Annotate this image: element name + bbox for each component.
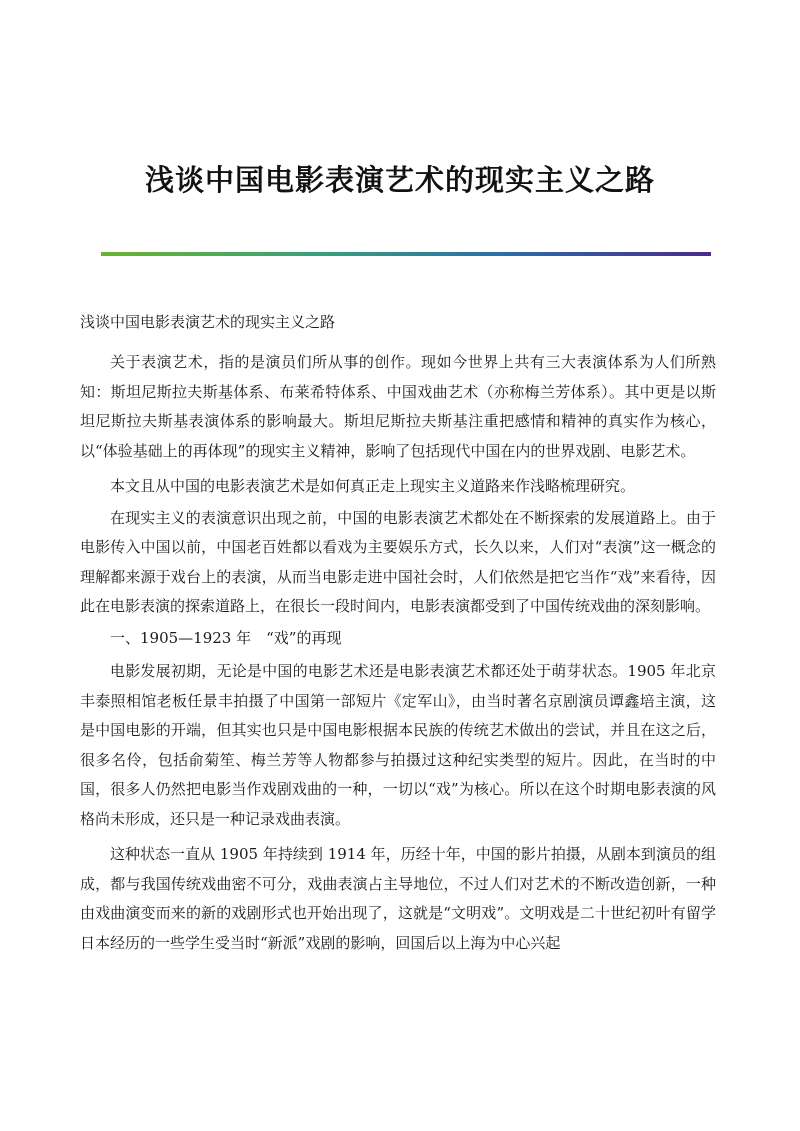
body-paragraph: 在现实主义的表演意识出现之前，中国的电影表演艺术都处在不断探索的发展道路上。由于电影传入中国以前，中国老百姓都以看戏为主要娱乐方式，长久以来，人们对“表演”这一概念的理解都来源于戏台上的表演，从而当电影走进中国社会时，人们依然是把它当作“戏”来看待，因此在电影表演的探索道路上，在很长一段时间内，电影表演都受到了中国传统戏曲的深刻影响。	[80, 508, 716, 615]
section-heading: 一、1905—1923 年 “戏”的再现	[110, 628, 342, 647]
body-paragraph: 本文且从中国的电影表演艺术是如何真正走上现实主义道路来作浅略梳理研究。	[110, 477, 636, 495]
document-title: 浅谈中国电影表演艺术的现实主义之路	[144, 163, 655, 197]
document-body	[80, 312, 716, 958]
body-paragraph: 关于表演艺术，指的是演员们所从事的创作。现如今世界上共有三大表演体系为人们所熟知：斯坦尼斯拉夫斯基体系、布莱希特体系、中国戏曲艺术（亦称梅兰芳体系）。其中更是以斯坦尼斯拉夫斯基表演体系的影响最大。斯坦尼斯拉夫斯基注重把感情和精神的真实作为核心，以“体验基础上的再体现”的现实主义精神，影响了包括现代中国在内的世界戏剧、电影艺术。	[80, 353, 716, 460]
title-divider	[101, 252, 711, 256]
document-subtitle: 浅谈中国电影表演艺术的现实主义之路	[80, 313, 336, 331]
body-paragraph: 电影发展初期，无论是中国的电影艺术还是电影表演艺术都还处于萌芽状态。1905 年北京丰泰照相馆老板任景丰拍摄了中国第一部短片《定军山》，由当时著名京剧演员谭鑫培主演，这是中国电影的开端，但其实也只是中国电影根据本民族的传统艺术做出的尝试，并且在这之后，很多名伶，包括俞菊笙、梅兰芳等人物都参与拍摄过这种纪实类型的短片。因此，在当时的中国，很多人仍然把电影当作戏剧戏曲的一种，一切以“戏”为核心。所以在这个时期电影表演的风格尚未形成，还只是一种记录戏曲表演。	[80, 662, 716, 828]
body-paragraph: 这种状态一直从 1905 年持续到 1914 年，历经十年，中国的影片拍摄，从剧本到演员的组成，都与我国传统戏曲密不可分，戏曲表演占主导地位，不过人们对艺术的不断改造创新，一种由戏曲演变而来的新的戏剧形式也开始出现了，这就是“文明戏”。文明戏是二十世纪初叶有留学日本经历的一些学生受当时“新派”戏剧的影响，回国后以上海为中心兴起	[80, 845, 716, 952]
